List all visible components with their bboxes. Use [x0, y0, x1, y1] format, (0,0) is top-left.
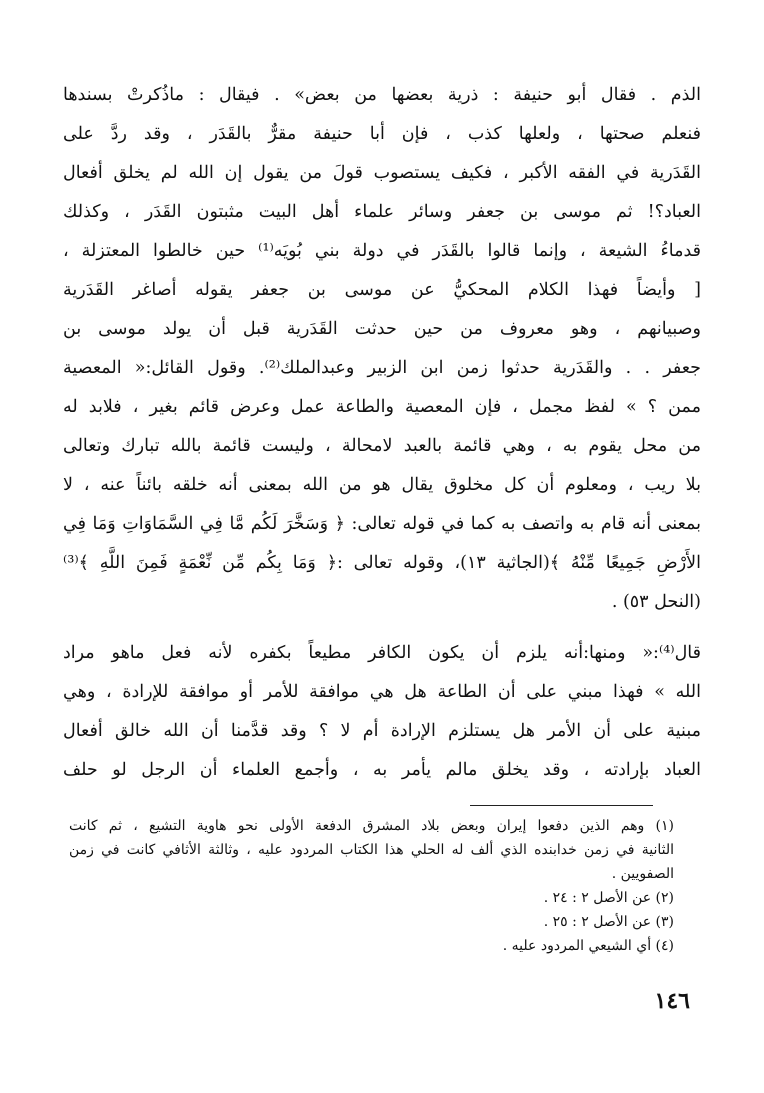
text-line: من محل يقوم به ، وهي قائمة بالعبد لامحالة ، وليست قائمة بالله تبارك وتعالى — [63, 436, 701, 456]
text-line: قال⁽⁴⁾:« ومنها:أنه يلزم أن يكون الكافر مطيعاً بكفره لأنه فعل ماهو مراد — [63, 643, 701, 663]
text-line: بلا ريب ، ومعلوم أن كل مخلوق يقال هو من الله بمعنى أنه خلقه بائناً عنه ، لا — [63, 475, 701, 495]
text-line: (النحل ٥٣) . — [611, 592, 701, 612]
footnote-line: (٤) أي الشيعي المردود عليه . — [502, 938, 674, 954]
text-line: فنعلم صحتها ، ولعلها كذب ، فإن أبا حنيفة مقرٌّ بالقَدَر ، وقد ردَّ على — [63, 124, 701, 144]
footnote-divider — [470, 805, 653, 806]
footnote-line: (٢) عن الأصل ٢ : ٢٤ . — [543, 890, 674, 906]
text-line: الله » فهذا مبني على أن الطاعة هل هي موافقة للأمر أو موافقة للإرادة ، وهي — [63, 682, 701, 702]
text-line: القَدَرية في الفقه الأكبر ، فكيف يستصوب قولَ من يقول إن الله لم يخلق أفعال — [63, 163, 701, 183]
main-paragraph-2 — [63, 634, 701, 790]
text-line: وصبيانهم ، وهو معروف من حين حدثت القَدَرية قبل أن يولد موسى بن — [63, 319, 701, 339]
text-line: مبنية على أن الأمر هل يستلزم الإرادة أم لا ؟ وقد قدَّمنا أن الله خالق أفعال — [63, 721, 701, 741]
quran-verse-line: بمعنى أنه قام به واتصف به كما في قوله تعالى: ﴿ وَسَخَّرَ لَكُم مَّا فِي السَّمَاوَاتِ وَمَا فِي — [63, 514, 701, 534]
text-line: العباد؟! ثم موسى بن جعفر وسائر علماء أهل البيت مثبتون القَدَر ، وكذلك — [63, 202, 701, 222]
text-line: العباد بإرادته ، وقد يخلق مالم يأمر به ، وأجمع العلماء أن الرجل لو حلف — [63, 760, 701, 780]
text-line: الذم . فقال أبو حنيفة : ذرية بعضها من بعض» . فيقال : ماذُكرتْ بسندها — [63, 85, 701, 105]
text-line: ممن ؟ » لفظ مجمل ، فإن المعصية والطاعة عمل وعرض قائم بغير ، فلابد له — [63, 397, 701, 417]
main-paragraph-1 — [63, 76, 701, 622]
footnote-line: (٣) عن الأصل ٢ : ٢٥ . — [543, 914, 674, 930]
text-line: جعفر . . والقَدَرية حدثوا زمن ابن الزبير وعبدالملك⁽²⁾. وقول القائل:« المعصية — [63, 358, 701, 378]
text-line: [ وأيضاً فهذا الكلام المحكيُّ عن موسى بن جعفر يقوله أصاغر القَدَرية — [63, 280, 701, 300]
footnote-line: (١) وهم الذين دفعوا إيران وبعض بلاد المشرق الدفعة الأولى نحو هاوية التشيع ، ثم كانت — [69, 818, 674, 834]
footnote-line: الصفويين . — [611, 866, 674, 882]
footnotes — [69, 814, 674, 958]
page-number: ١٤٦ — [654, 988, 690, 1014]
quran-verse-line: الأَرْضِ جَمِيعًا مِّنْهُ ﴾(الجاثية ١٣)، وقوله تعالى :﴿ وَمَا بِكُم مِّن نِّعْمَةٍ فَمِنَ اللَّهِ ﴾⁽³⁾ — [63, 553, 701, 573]
text-line: قدماءُ الشيعة ، وإنما قالوا بالقَدَر في دولة بني بُويَه⁽¹⁾ حين خالطوا المعتزلة ، — [63, 241, 701, 261]
footnote-line: الثانية في زمن خدابنده الذي ألف له الحلي هذا الكتاب المردود عليه ، وثالثة الأثافي كانت في زمن — [69, 842, 674, 858]
